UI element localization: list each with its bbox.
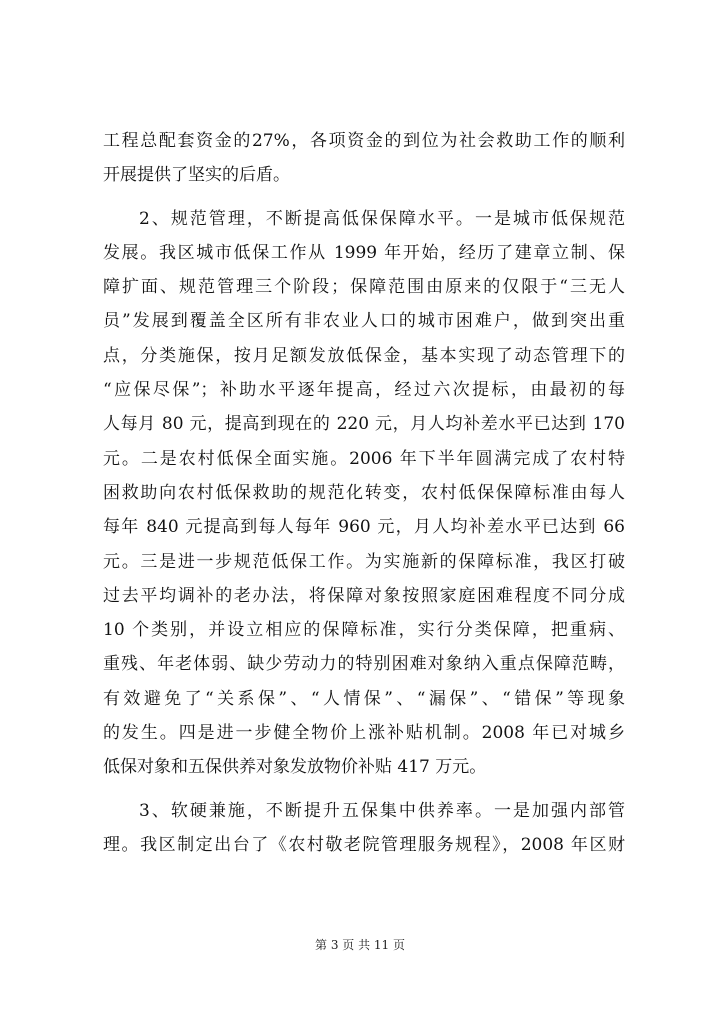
- text-line: 点，分类施保，按月足额发放低保金，基本实现了动态管理下的: [103, 345, 625, 366]
- text-line: 3、软硬兼施，不断提升五保集中供养率。一是加强内部管: [139, 800, 625, 821]
- text-line: 理。我区制定出台了《农村敬老院管理服务规程》，2008 年区财: [103, 834, 625, 855]
- paragraph-gap: [103, 193, 625, 202]
- text-line: 重残、年老体弱、缺少劳动力的特别困难对象纳入重点保障范畴，: [103, 654, 625, 675]
- text-line: “应保尽保”；补助水平逐年提高，经过六次提标，由最初的每: [103, 380, 625, 401]
- text-line: 工程总配套资金的27%，各项资金的到位为社会救助工作的顺利: [103, 131, 625, 151]
- text-line: 过去平均调补的老办法，将保障对象按照家庭困难程度不同分成: [103, 585, 625, 606]
- paragraph-1: [103, 124, 625, 193]
- text-line: 元。二是农村低保全面实施。2006 年下半年圆满完成了农村特: [103, 448, 625, 469]
- text-line: 元。三是进一步规范低保工作。为实施新的保障标准，我区打破: [103, 551, 625, 572]
- text-line: 2、规范管理，不断提高低保保障水平。一是城市低保规范: [139, 208, 625, 229]
- text-line: 的发生。四是进一步健全物价上涨补贴机制。2008 年已对城乡: [103, 723, 625, 744]
- text-line: 发展。我区城市低保工作从 1999 年开始，经历了建章立制、保: [103, 242, 625, 263]
- text-line: 人每月 80 元，提高到现在的 220 元，月人均补差水平已达到 170: [103, 414, 625, 435]
- text-line: 员”发展到覆盖全区所有非农业人口的城市困难户，做到突出重: [103, 311, 625, 332]
- document-body: [103, 124, 625, 862]
- text-line: 低保对象和五保供养对象发放物价补贴 417 万元。: [103, 757, 487, 778]
- text-line: 开展提供了坚实的后盾。: [103, 165, 290, 186]
- paragraph-3: [103, 794, 625, 863]
- text-line: 困救助向农村低保救助的规范化转变，农村低保保障标准由每人: [103, 482, 625, 503]
- page-footer: 第 3 页 共 11 页: [315, 938, 405, 952]
- text-line: 每年 840 元提高到每人每年 960 元，月人均补差水平已达到 66: [103, 517, 625, 538]
- paragraph-2: [103, 202, 625, 785]
- text-line: 10 个类别，并设立相应的保障标准，实行分类保障，把重病、: [103, 620, 625, 641]
- text-line: 障扩面、规范管理三个阶段；保障范围由原来的仅限于“三无人: [103, 277, 625, 298]
- text-line: 有效避免了“关系保”、“人情保”、“漏保”、“错保”等现象: [103, 688, 625, 709]
- paragraph-gap: [103, 785, 625, 794]
